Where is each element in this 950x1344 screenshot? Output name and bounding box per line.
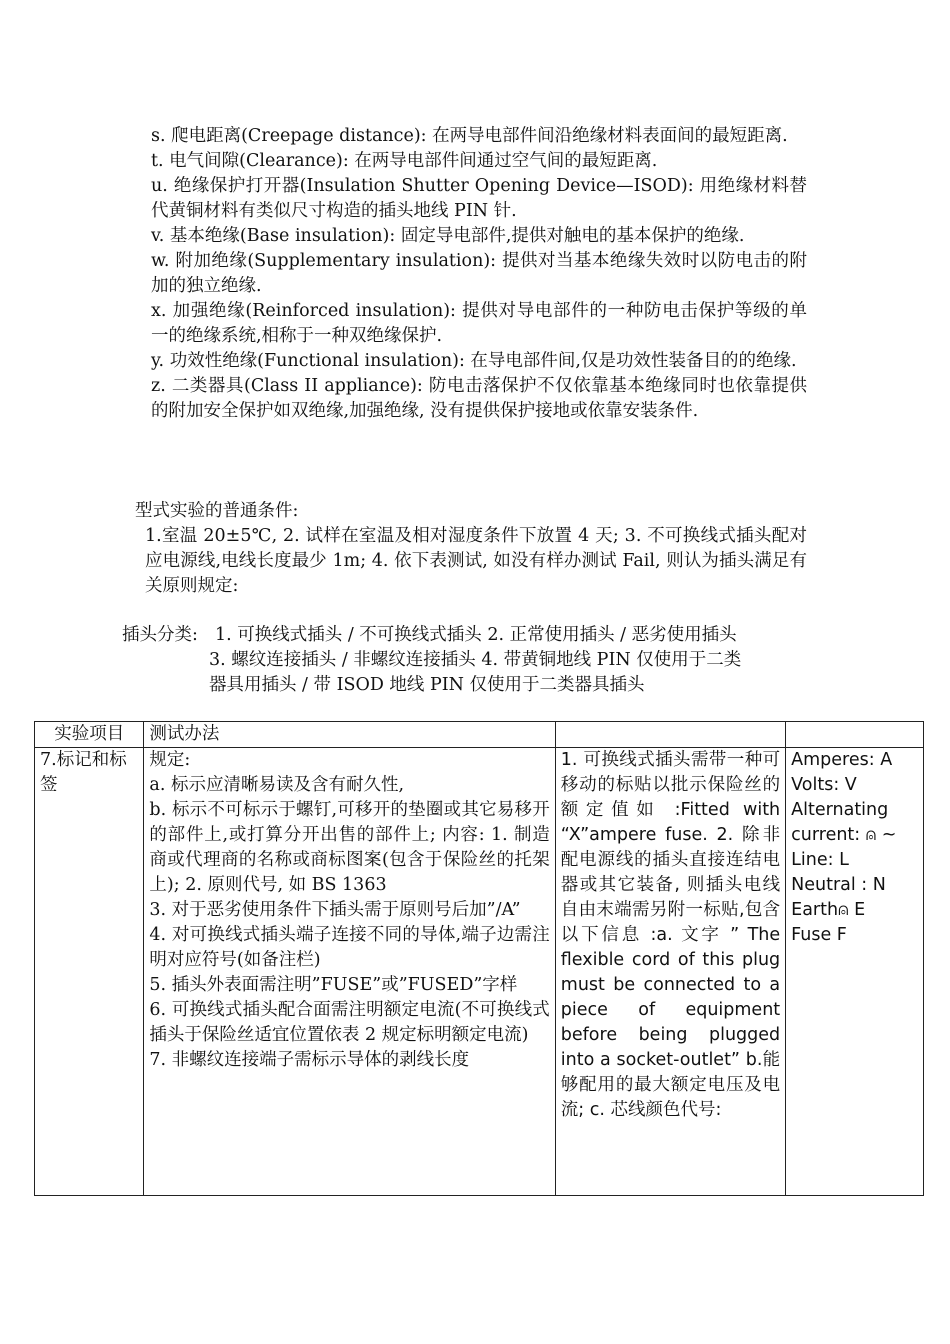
classification-label: 插头分类: [122, 625, 198, 645]
conditions-title: 型式实验的普通条件: [135, 501, 299, 521]
symbol-line: Earth⍝ E [791, 900, 866, 920]
method-line: 规定: [149, 750, 191, 770]
classification-line: 1. 可换线式插头 / 不可换线式插头 2. 正常使用插头 / 恶劣使用插头 [215, 625, 737, 645]
method-line: b. 标示不可标示于螺钉,可移开的垫圈或其它易移开的部件上,或打算分开出售的部件上; 内容: 1. 制造商或代理商的名称或商标图案(包含于保险丝的托架上); 2. 原则代号, 如 BS 1363 [149, 800, 550, 895]
symbol-line: Alternating current: ⍝ ~ [791, 800, 897, 845]
definition-item: u. 绝缘保护打开器(Insulation Shutter Opening Device—ISOD): 用绝缘材料替代黄铜材料有类似尺寸构造的插头地线 PIN 针. [151, 176, 807, 221]
method-line: 3. 对于恶劣使用条件下插头需于原则号后加”/A” [149, 900, 521, 920]
symbol-line: Neutral : N [791, 875, 886, 895]
test-table [34, 721, 924, 1196]
method-line: 5. 插头外表面需注明”FUSE”或”FUSED”字样 [149, 975, 518, 995]
method-line: 7. 非螺纹连接端子需标示导体的剥线长度 [149, 1050, 470, 1070]
method-line: 6. 可换线式插头配合面需注明额定电流(不可换线式插头于保险丝适宜位置依表 2 规定标明额定电流) [149, 1000, 550, 1045]
header-test-method: 测试办法 [144, 722, 555, 748]
header-empty [786, 722, 924, 748]
classification-line: 3. 螺纹连接插头 / 非螺纹连接插头 4. 带黄铜地线 PIN 仅使用于二类 [209, 650, 742, 670]
definition-item: x. 加强绝缘(Reinforced insulation): 提供对导电部件的一种防电击保护等级的单一的绝缘系统,相称于一种双绝缘保护. [151, 301, 807, 346]
conditions-body: 1.室温 20±5℃, 2. 试样在室温及相对湿度条件下放置 4 天; 3. 不可换线式插头配对应电源线,电线长度最少 1m; 4. 依下表测试, 如没有样办测试 Fail, 则认为插头满足有关原则规定: [145, 526, 807, 596]
definition-item: t. 电气间隙(Clearance): 在两导电部件间通过空气间的最短距离. [151, 151, 658, 171]
cell-test-item: 7.标记和标签 [35, 748, 144, 1196]
header-empty [555, 722, 785, 748]
method-line: 4. 对可换线式插头端子连接不同的导体,端子边需注明对应符号(如备注栏) [149, 925, 550, 970]
symbol-line: Line: L [791, 850, 849, 870]
method-line: a. 标示应清晰易读及含有耐久性, [149, 775, 405, 795]
symbol-line: Fuse F [791, 925, 847, 945]
cell-test-method [144, 748, 555, 1196]
definition-item: s. 爬电距离(Creepage distance): 在两导电部件间沿绝缘材料表面间的最短距离. [151, 126, 788, 146]
header-test-item: 实验项目 [35, 722, 144, 748]
symbol-line: Amperes: A [791, 750, 893, 770]
classification-line: 器具用插头 / 带 ISOD 地线 PIN 仅使用于二类器具插头 [209, 675, 645, 695]
table-header-row [35, 722, 924, 748]
table-row [35, 748, 924, 1196]
definition-item: w. 附加绝缘(Supplementary insulation): 提供对当基本绝缘失效时以防电击的附加的独立绝缘. [151, 251, 807, 296]
definition-item: y. 功效性绝缘(Functional insulation): 在导电部件间,仅是功效性装备目的的绝缘. [151, 351, 797, 371]
definition-item: z. 二类器具(Class II appliance): 防电击落保护不仅依靠基本绝缘同时也依靠提供的附加安全保护如双绝缘,加强绝缘, 没有提供保护接地或依靠安装条件. [151, 376, 807, 421]
definition-item: v. 基本绝缘(Base insulation): 固定导电部件,提供对触电的基本保护的绝缘. [151, 226, 745, 246]
cell-symbols [786, 748, 924, 1196]
symbol-line: Volts: V [791, 775, 857, 795]
definitions-list [151, 124, 807, 424]
cell-label-note: 1. 可换线式插头需带一种可移动的标贴以批示保险丝的额定值如 :Fitted with “X”ampere fuse. 2. 除非配电源线的插头直接连结电器或其它装备, 则插头电线自由末端需另附一标贴,包含以下信息 :a. 文字 ” The flexible cord of this plug must be connected to a piece of equipment before being plugged into a socket-outlet” b.能够配用的最大额定电压及电流; c. 芯线颜色代号: [555, 748, 785, 1196]
